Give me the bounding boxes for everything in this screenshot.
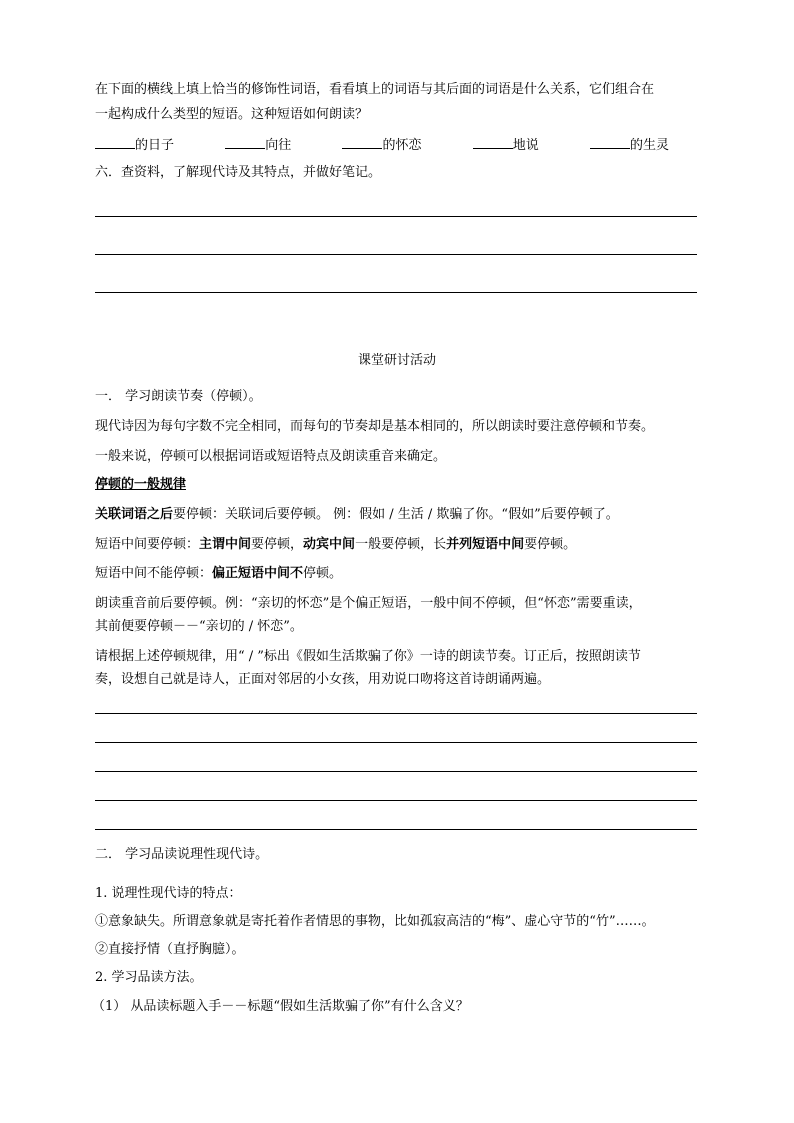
answer-line[interactable] <box>95 829 697 830</box>
task-line-1: 请根据上述停顿规律，用“ / ”标出《假如生活欺骗了你》一诗的朗读节奏。订正后，按照朗读节 <box>95 649 641 664</box>
rule-4-line-1: 朗读重音前后要停顿。例：“亲切的怀恋”是个偏正短语，一般中间不停顿，但“怀恋”需要重读， <box>95 596 642 611</box>
activity-title: 课堂研讨活动 <box>357 353 436 368</box>
part2-point-2: ②直接抒情（直抒胸臆）。 <box>95 942 245 957</box>
part2-section-1: 1. 说理性现代诗的特点： <box>95 886 242 901</box>
blank-line[interactable] <box>590 136 630 149</box>
answer-line[interactable] <box>95 292 697 293</box>
answer-line[interactable] <box>95 254 697 255</box>
fill-item[interactable]: 的生灵 <box>590 136 669 155</box>
fill-item[interactable]: 向往 <box>225 136 291 155</box>
rules-title: 停顿的一般规律 <box>95 477 187 492</box>
fill-item[interactable]: 的日子 <box>95 136 174 155</box>
part2-heading: 二． 学习品读说理性现代诗。 <box>95 847 269 862</box>
part1-paragraph-2: 一般来说，停顿可以根据词语或短语特点及朗读重音来确定。 <box>95 449 447 464</box>
answer-line[interactable] <box>95 742 697 743</box>
part2-point-1: ①意象缺失。所谓意象就是寄托着作者情思的事物，比如孤寂高洁的“梅”、虚心守节的“竹”……。 <box>95 914 655 929</box>
answer-line[interactable] <box>95 713 697 714</box>
task-line-2: 奏，设想自己就是诗人，正面对邻居的小女孩，用劝说口吻将这首诗朗诵两遍。 <box>95 672 551 687</box>
rule-3: 短语中间不能停顿：偏正短语中间不停顿。 <box>95 566 343 581</box>
intro-line-2: 一起构成什么类型的短语。这种短语如何朗读？ <box>95 107 369 122</box>
fill-item[interactable]: 地说 <box>473 136 539 155</box>
blank-line[interactable] <box>95 136 135 149</box>
answer-line[interactable] <box>95 771 697 772</box>
answer-line[interactable] <box>95 800 697 801</box>
fill-item[interactable]: 的怀恋 <box>342 136 421 155</box>
blank-line[interactable] <box>473 136 513 149</box>
fill-blank-row <box>95 136 697 155</box>
blank-line[interactable] <box>342 136 382 149</box>
blank-line[interactable] <box>225 136 265 149</box>
intro-line-1: 在下面的横线上填上恰当的修饰性词语，看看填上的词语与其后面的词语是什么关系，它们组合在 <box>95 82 655 97</box>
rule-2: 短语中间要停顿：主谓中间要停顿，动宾中间一般要停顿，长并列短语中间要停顿。 <box>95 537 577 552</box>
part2-section-2: 2. 学习品读方法。 <box>95 970 203 985</box>
part1-heading: 一． 学习朗读节奏（停顿）。 <box>95 389 262 404</box>
part1-paragraph-1: 现代诗因为每句字数不完全相同，而每句的节奏却是基本相同的，所以朗读时要注意停顿和节奏。 <box>95 419 655 434</box>
rule-4-line-2: 其前便要停顿－－“亲切的 / 怀恋”。 <box>95 619 303 634</box>
rule-1: 关联词语之后要停顿：关联词后要停顿。 例：假如 / 生活 / 欺骗了你。“假如”后要停顿了。 <box>95 507 619 522</box>
answer-line[interactable] <box>95 216 697 217</box>
part2-question-1: （1） 从品读标题入手－－标题“假如生活欺骗了你”有什么含义？ <box>92 999 469 1014</box>
section-6-heading: 六．查资料，了解现代诗及其特点，并做好笔记。 <box>95 165 382 180</box>
